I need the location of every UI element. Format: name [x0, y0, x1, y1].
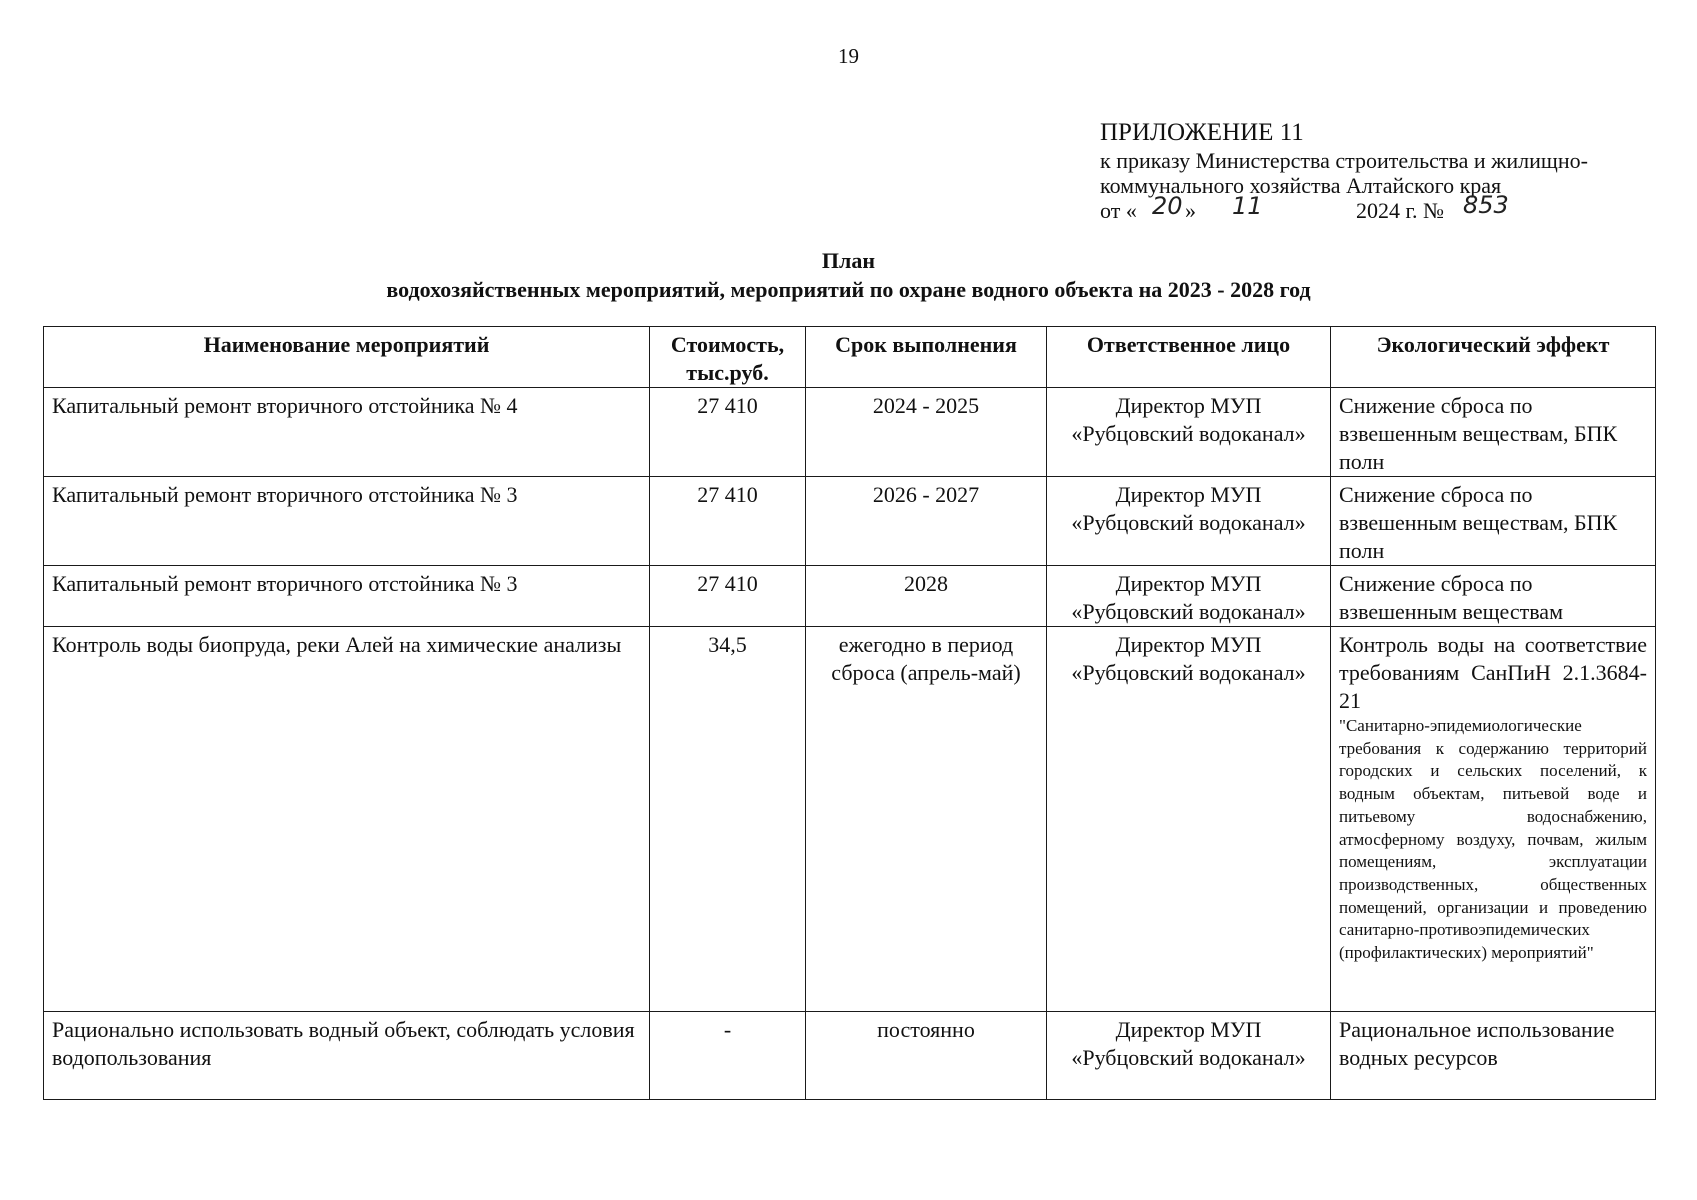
date-quote-close: » — [1185, 198, 1196, 223]
appendix-block — [1100, 118, 1685, 226]
measure-responsible — [1047, 627, 1331, 1012]
measure-responsible — [1047, 566, 1331, 627]
measure-responsible — [1047, 477, 1331, 566]
responsible-position: Директор МУП — [1115, 1017, 1262, 1042]
date-prefix: от « — [1100, 198, 1137, 223]
responsible-organization: «Рубцовский водоканал» — [1071, 1045, 1306, 1070]
measure-term: 2024 - 2025 — [806, 388, 1047, 477]
measure-effect: Снижение сброса по взвешенным веществам — [1331, 566, 1656, 627]
effect-main-text: Контроль воды на соответствие требованиям СанПиН 2.1.3684-21 — [1339, 632, 1647, 713]
measure-name: Рационально использовать водный объект, соблюдать условия водопользования — [44, 1012, 650, 1100]
measure-effect: Рациональное использование водных ресурсов — [1331, 1012, 1656, 1100]
measure-effect: Снижение сброса по взвешенным веществам, БПК полн — [1331, 477, 1656, 566]
appendix-date-line — [1100, 191, 1685, 226]
handwritten-day: 20 — [1152, 192, 1183, 220]
table-header-row — [44, 327, 1656, 388]
header-name: Наименование мероприятий — [44, 327, 650, 388]
measure-responsible — [1047, 1012, 1331, 1100]
header-responsible: Ответственное лицо — [1047, 327, 1331, 388]
measure-cost: - — [650, 1012, 806, 1100]
handwritten-doc-number: 853 — [1463, 191, 1509, 219]
appendix-order-line-2: коммунального хозяйства Алтайского края — [1100, 173, 1502, 198]
measure-effect: Снижение сброса по взвешенным веществам, БПК полн — [1331, 388, 1656, 477]
measure-term: ежегодно в период сброса (апрель-май) — [806, 627, 1047, 1012]
measure-term: 2028 — [806, 566, 1047, 627]
header-effect: Экологический эффект — [1331, 327, 1656, 388]
table-row — [44, 1012, 1656, 1100]
measure-responsible — [1047, 388, 1331, 477]
header-cost: Стоимость, тыс.руб. — [650, 327, 806, 388]
responsible-organization: «Рубцовский водоканал» — [1071, 421, 1306, 446]
table-row — [44, 388, 1656, 477]
table-row — [44, 566, 1656, 627]
responsible-organization: «Рубцовский водоканал» — [1071, 660, 1306, 685]
appendix-order-line-1: к приказу Министерства строительства и жилищно- — [1100, 148, 1588, 173]
measure-cost: 27 410 — [650, 388, 806, 477]
responsible-organization: «Рубцовский водоканал» — [1071, 599, 1306, 624]
table-row — [44, 627, 1656, 1012]
plan-title: План — [821, 248, 876, 273]
responsible-position: Директор МУП — [1115, 571, 1262, 596]
plan-subtitle: водохозяйственных мероприятий, мероприятий по охране водного объекта на 2023 - 2028 год — [386, 277, 1311, 302]
responsible-organization: «Рубцовский водоканал» — [1071, 510, 1306, 535]
responsible-position: Директор МУП — [1115, 393, 1262, 418]
measures-table — [43, 326, 1656, 1100]
responsible-position: Директор МУП — [1115, 632, 1262, 657]
appendix-title: ПРИЛОЖЕНИЕ 11 — [1100, 119, 1304, 146]
handwritten-month: 11 — [1232, 192, 1263, 220]
page-number: 19 — [838, 44, 859, 68]
measure-name: Капитальный ремонт вторичного отстойника № 3 — [44, 566, 650, 627]
date-year: 2024 г. № — [1356, 198, 1445, 223]
measure-term: 2026 - 2027 — [806, 477, 1047, 566]
measure-name: Капитальный ремонт вторичного отстойника № 4 — [44, 388, 650, 477]
measure-cost: 27 410 — [650, 477, 806, 566]
measure-effect — [1331, 627, 1656, 1012]
measure-cost: 27 410 — [650, 566, 806, 627]
measure-name: Контроль воды биопруда, реки Алей на химические анализы — [44, 627, 650, 1012]
measure-name: Капитальный ремонт вторичного отстойника № 3 — [44, 477, 650, 566]
table-row — [44, 477, 1656, 566]
measure-term: постоянно — [806, 1012, 1047, 1100]
header-term: Срок выполнения — [806, 327, 1047, 388]
responsible-position: Директор МУП — [1115, 482, 1262, 507]
effect-detail-text: "Санитарно-эпидемиологические требования к содержанию территорий городских и сельских поселений, к водным объектам, питьевой воде и питьевому водоснабжению, атмосферному воздуху, почвам, жилым помещениям, эксплуатации производственных, общественных помещений, организации и проведению санитарно-противоэпидемических (профилактических) мероприятий" — [1339, 716, 1647, 963]
measure-cost: 34,5 — [650, 627, 806, 1012]
